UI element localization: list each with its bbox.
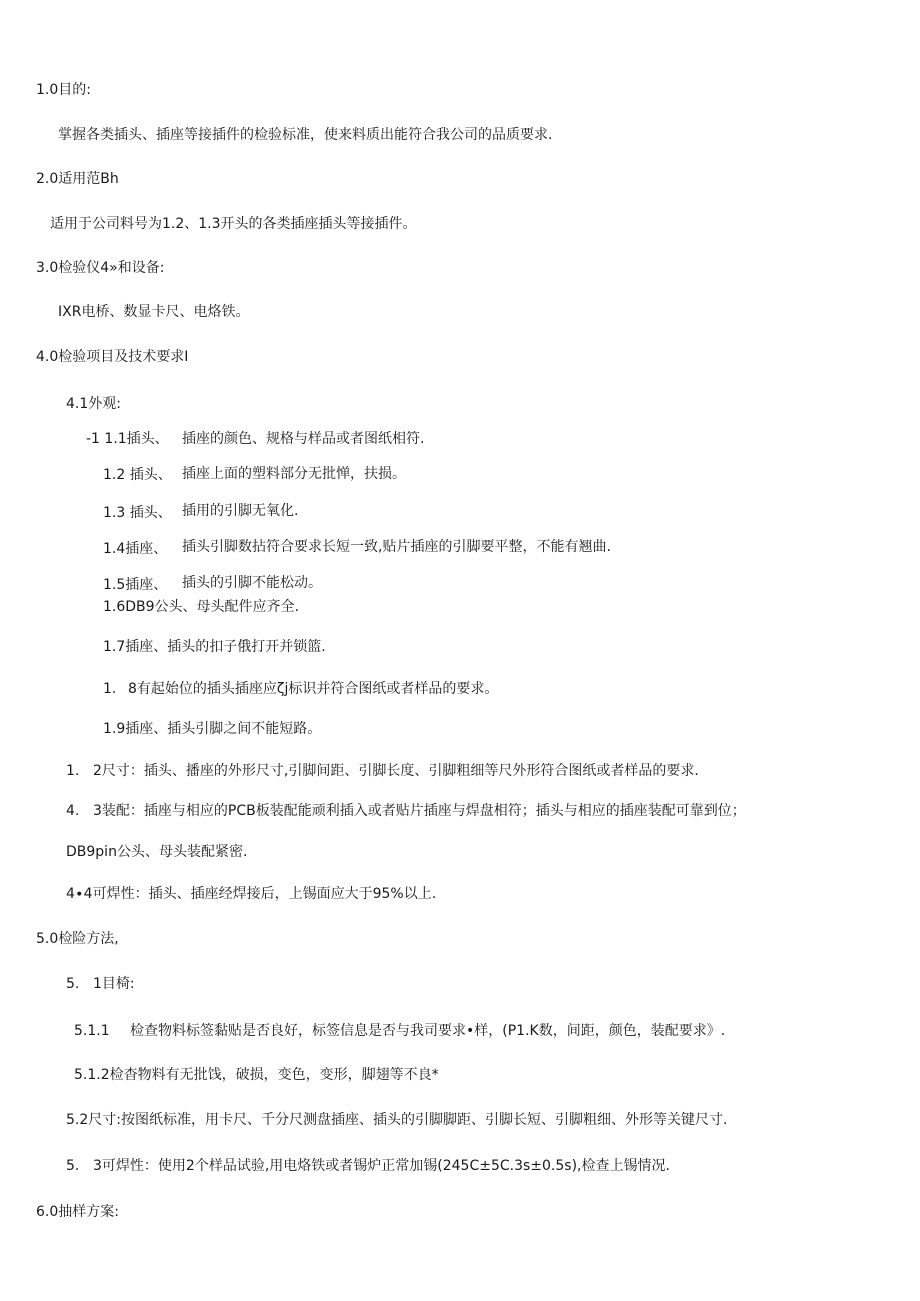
item-5-1-text: 1目椅:: [93, 976, 135, 992]
section-2-body: 适用于公司料号为1.2、1.3开头的各类插座插头等接插件。: [50, 216, 417, 232]
section-5-title: 5.0检险方法,: [36, 931, 119, 947]
item-1-3-text: 插用的引脚无氧化.: [182, 503, 299, 519]
item-4-2-number: 1.: [66, 763, 80, 779]
item-1-9: 1.9插座、插头引脚之间不能短路。: [103, 721, 322, 737]
section-1-title: 1.0目的:: [36, 82, 91, 98]
item-5-1-2: 5.1.2检杳物料有无批饯，破损，变色，变形，脚翅等不良*: [74, 1067, 439, 1083]
item-4-2-text: 2尺寸：插头、播座的外形尺寸,引脚间距、引脚长度、引脚粗细等尺外形符合图纸或者样品的要求.: [93, 763, 699, 779]
section-6-title: 6.0抽样方案:: [36, 1204, 119, 1220]
item-5-3-number: 5.: [66, 1158, 80, 1174]
item-5-3-text: 3可焊性：使用2个样品试验,用电烙铁或者锡炉正常加锡(245C±5C.3s±0.5s),检查上锡情况.: [93, 1158, 670, 1174]
section-4-1-title: 4.1外观:: [66, 396, 121, 412]
item-1-7: 1.7插座、插头的扣子俄打开并锁篮.: [103, 639, 326, 655]
section-1-body: 掌握各类插头、插座等接插件的检验标准，使来料质出能符合我公司的品质要求.: [58, 127, 553, 143]
item-5-2: 5.2尺寸:按图纸标准，用卡尺、千分尺测盘插座、插头的引脚脚距、引脚长短、引脚粗细、外形等关键尺寸.: [66, 1112, 728, 1128]
item-4-4: 4∙4可焊性：插头、插座经焊接后，上锡面应大于95%以上.: [66, 886, 437, 902]
item-4-3-text: 3装配：插座与相应的PCB板装配能顽利插入或者贴片插座与焊盘相符；插头与相应的插座装配可靠到位；: [93, 803, 746, 819]
item-1-4-number: 1.4插座、: [103, 541, 168, 557]
section-3-body: IXR电桥、数显卡尺、电烙铁。: [58, 304, 250, 320]
item-5-1-1-text: 检查物料标签黏贴是否良好，标签信息是否与我司要求•样，(P1.K数，间距，颜色，装配要求》.: [130, 1023, 726, 1039]
item-1-6: 1.6DB9公头、母头配件应齐全.: [103, 599, 300, 615]
item-1-5-text: 插头的引脚不能松动。: [182, 575, 322, 591]
item-4-3-continuation: DB9pin公头、母头装配紧密.: [66, 844, 248, 860]
item-1-2-text: 插座上面的塑料部分无批惮，扶损。: [182, 466, 406, 482]
item-1-1-number: -1 1.1插头、: [86, 431, 169, 447]
item-5-1-number: 5.: [66, 976, 80, 992]
item-1-1-text: 插座的颜色、规格与样品或者图纸相符.: [182, 431, 425, 447]
item-5-1-1-number: 5.1.1: [74, 1023, 110, 1039]
item-1-8-text: 8有起始位的插头插座应ζj标识并符合图纸或者样品的要求。: [128, 681, 499, 697]
section-4-title: 4.0检验项目及技术要求I: [36, 349, 189, 365]
item-4-3-number: 4.: [66, 803, 80, 819]
item-1-8-number: 1.: [103, 681, 117, 697]
section-2-title: 2.0适用范Bh: [36, 171, 119, 187]
section-3-title: 3.0检验仪4»和设备:: [36, 260, 165, 276]
item-1-3-number: 1.3 插头、: [103, 505, 172, 521]
item-1-4-text: 插头引脚数拈符合要求长短一致,贴片插座的引脚要平整，不能有翘曲.: [182, 539, 611, 555]
item-1-5-number: 1.5插座、: [103, 577, 168, 593]
item-1-2-number: 1.2 插头、: [103, 467, 172, 483]
